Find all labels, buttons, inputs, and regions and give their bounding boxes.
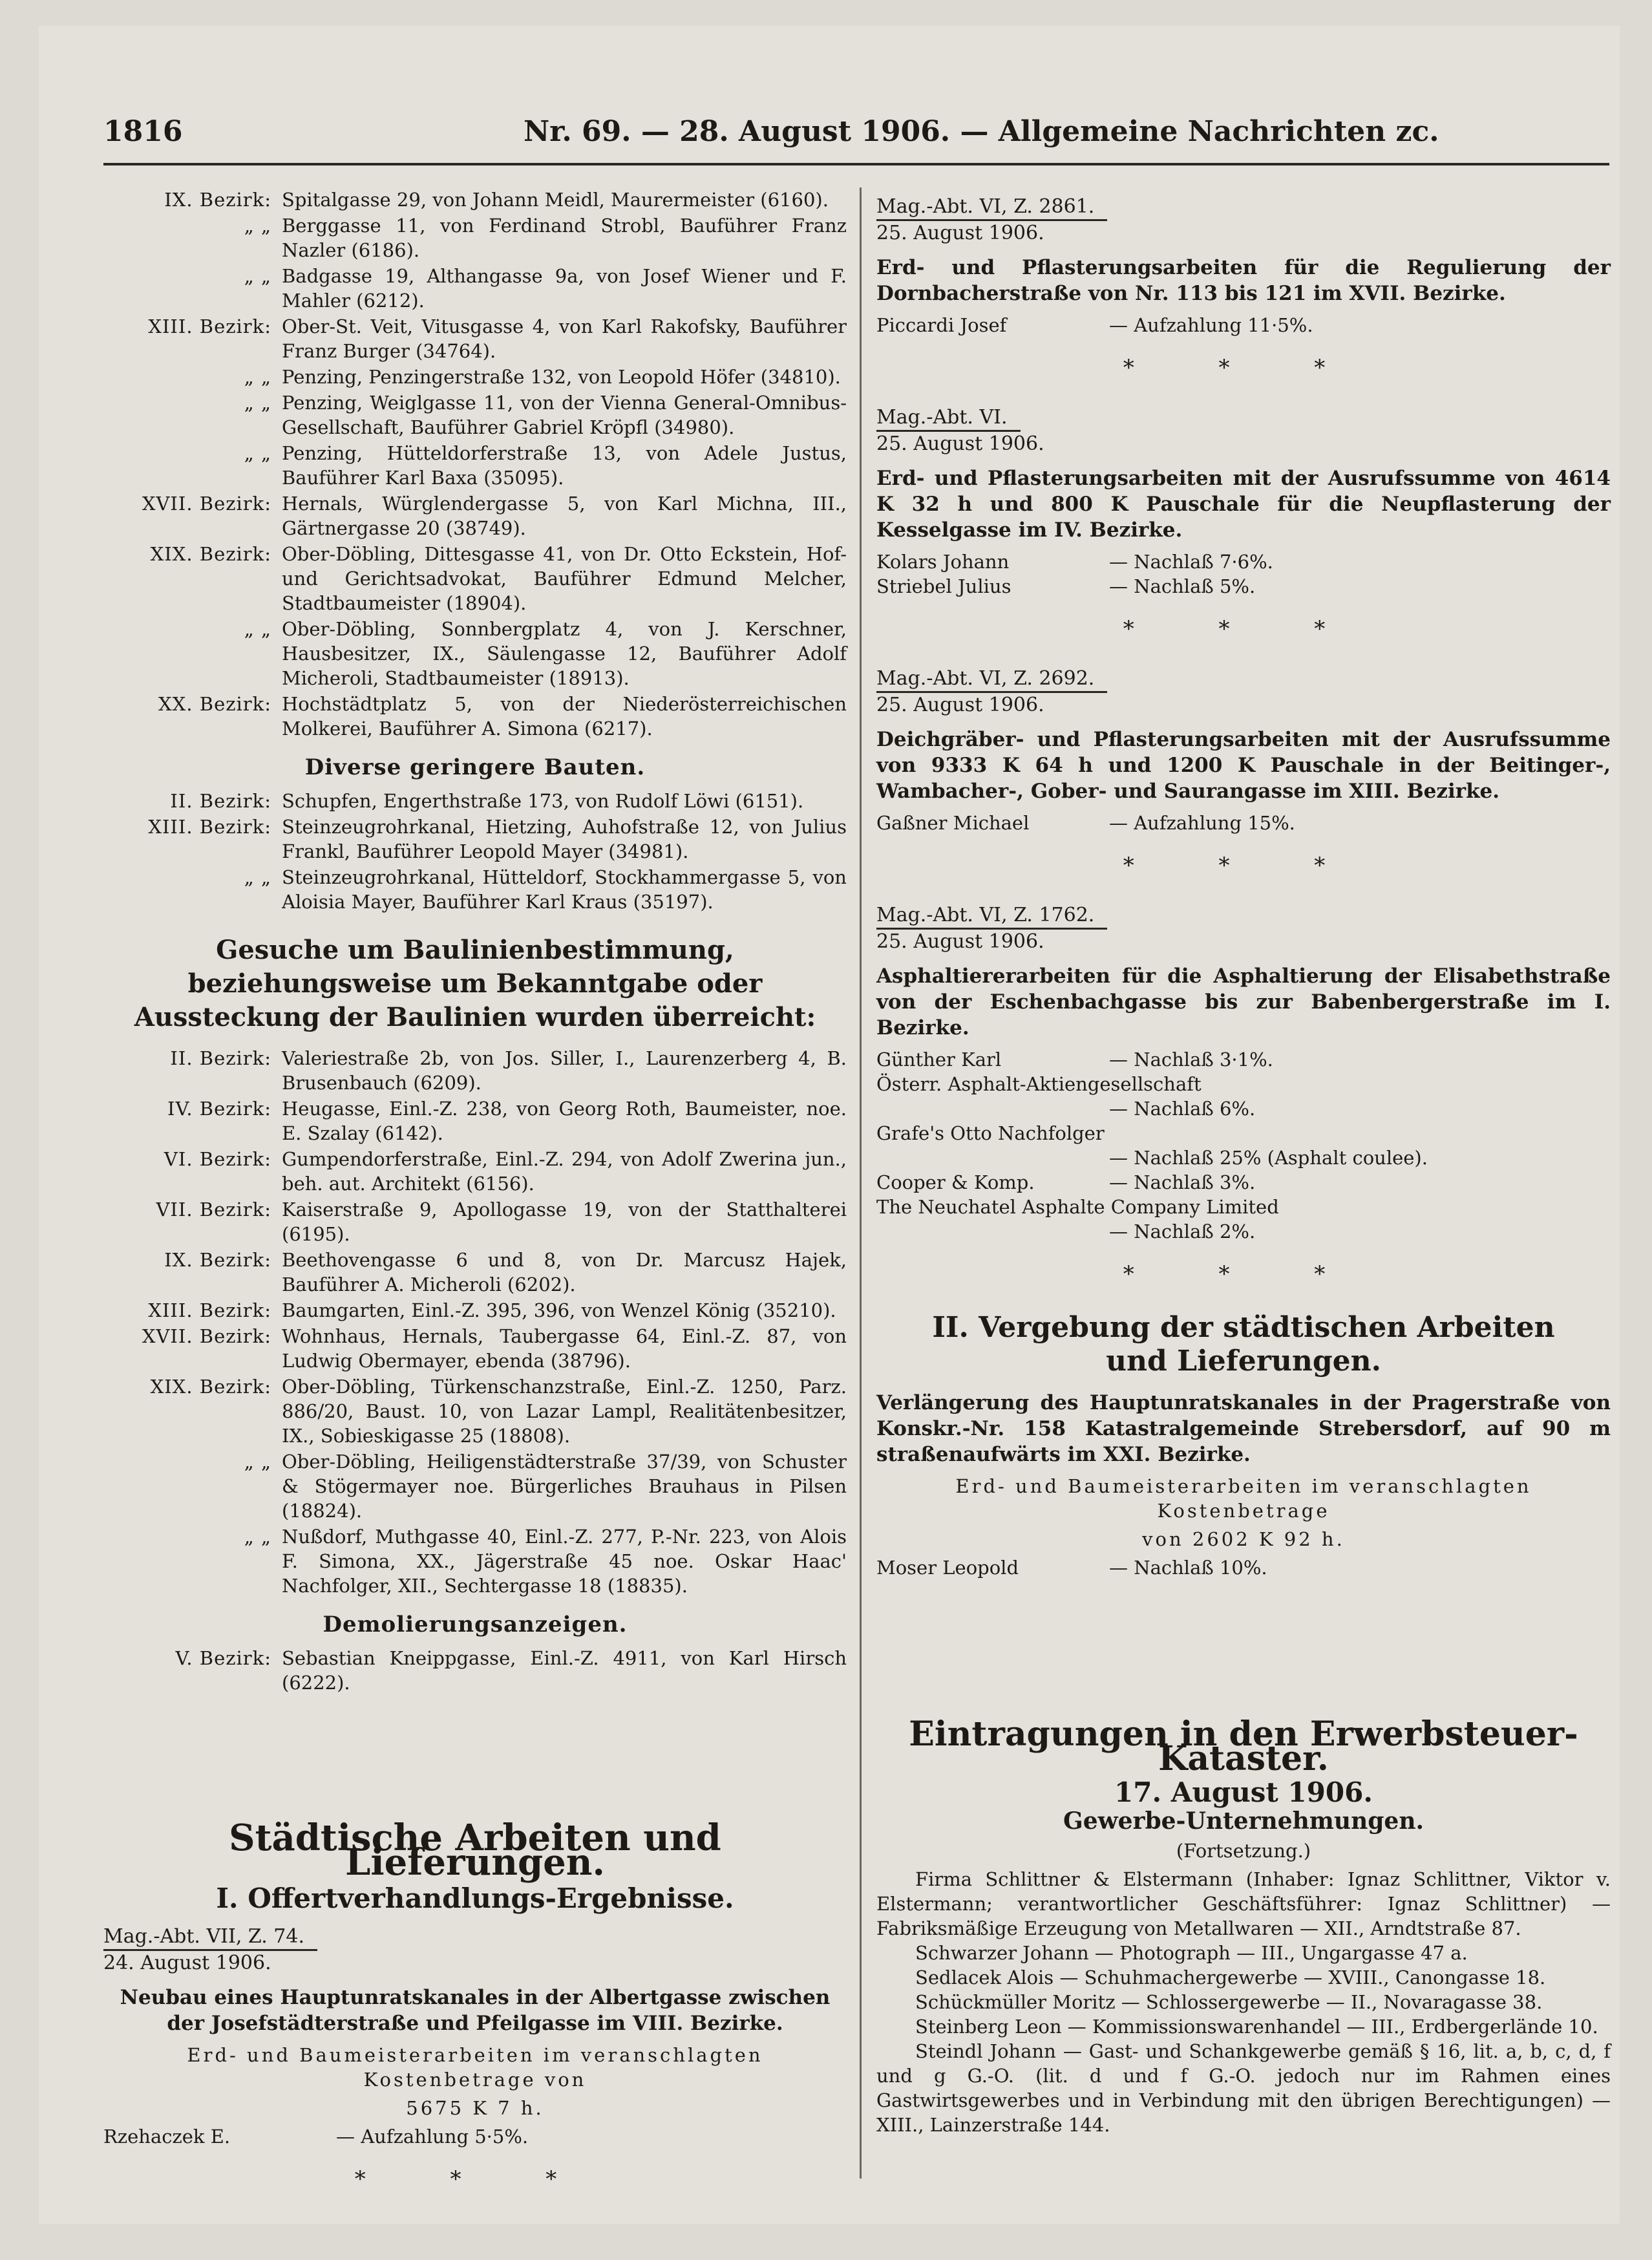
entry-row [103,1298,847,1323]
entry-row [103,1248,847,1297]
offer-date: 25. August 1906. [876,694,1044,716]
bidder-name [876,1219,1109,1244]
mag-reference: Mag.-Abt. VI, Z. 2692. [876,666,1107,693]
entry-text: Penzing, Penzingerstraße 132, von Leopold Höfer (34810). [282,366,841,388]
entry-row [103,1046,847,1095]
demolierung-list [103,1646,847,1695]
result-row [876,574,1611,599]
section-stars: * * * [354,2166,596,2192]
bidder-name: Rzehaczek E. [103,2126,231,2148]
bidder-name: Striebel Julius [876,575,1011,597]
bezirk-label: „ „ [244,366,271,388]
entry-text: Gumpendorferstraße, Einl.-Z. 294, von Adolf Zwerina jun., beh. aut. Architekt (6156). [282,1148,847,1195]
offer-job: Deichgräber- und Pflasterungsarbeiten mit der Ausrufssumme von 9333 K 64 h und 1200 K Pauschale in der Beitinger-, Wambacher-, Gober- und Saurangasse im XIII. Bezirke. [876,728,1611,803]
result-row [876,1555,1611,1580]
bid-result: — Nachlaß 6%. [1109,1098,1256,1120]
entry-row [103,1646,847,1695]
entry-row [103,441,847,490]
bezirk-label: „ „ [244,1451,271,1473]
entry-row [103,1096,847,1146]
section-stars: * * * [1123,853,1364,879]
bidder-name [876,1096,1109,1121]
entry-text: Nußdorf, Muthgasse 40, Einl.-Z. 277, P.-Nr. 223, von Alois F. Simona, XX., Jägerstraße 45 noe. Oskar Haac' Nachfolger, XII., Sechtergasse 18 (18835). [282,1526,847,1597]
bidder-name [876,1146,1109,1170]
result-row [876,1219,1611,1244]
bid-result: — Nachlaß 7·6%. [1109,551,1273,573]
column-divider [860,187,862,2179]
entry-text: Ober-Döbling, Sonnbergplatz 4, von J. Kerschner, Hausbesitzer, IX., Säulengasse 12, Bauführer Adolf Micheroli, Stadtbaumeister (18913). [282,618,847,689]
gewerbe-heading: Gewerbe-Unternehmungen. [1063,1807,1424,1835]
vergebung-work: Erd- und Baumeisterarbeiten im veranschlagten Kostenbetrage [955,1475,1532,1522]
bauten-list [103,187,847,741]
gewerbe-entry: Firma Schlittner & Elstermann (Inhaber: Ignaz Schlittner, Viktor v. Elstermann; verantwortlicher Geschäftsführer: Ignaz Schlittner) — Fabriksmäßige Erzeugung von Metallwaren — XII., Arndtstraße 87. [876,1868,1611,1939]
entry-text: Steinzeugrohrkanal, Hütteldorf, Stockhammergasse 5, von Aloisia Mayer, Bauführer Karl Kraus (35197). [282,866,847,913]
bezirk-label: XIX. Bezirk: [150,1376,271,1398]
offer-job: Erd- und Pflasterungsarbeiten für die Regulierung der Dornbacherstraße von Nr. 113 bis 121 im XVII. Bezirke. [876,256,1611,305]
entry-text: Ober-St. Veit, Vitusgasse 4, von Karl Rakofsky, Bauführer Franz Burger (34764). [282,315,847,362]
offert-heading: I. Offertverhandlungs-Ergebnisse. [216,1882,734,1914]
offer-date: 24. August 1906. [103,1952,271,1974]
result-row [876,549,1611,574]
fortsetzung-note: (Fortsetzung.) [1176,1840,1311,1862]
result-row [876,1195,1611,1219]
bidder-name: Moser Leopold [876,1557,1019,1579]
bezirk-label: IV. Bezirk: [167,1098,271,1120]
vergebung-job: Verlängerung des Hauptunratskanales in der Pragerstraße von Konskr.-Nr. 158 Katastralgemeinde Strebersdorf, auf 90 m straßenaufwärts im XXI. Bezirke. [876,1391,1611,1466]
vergebung-results [876,1555,1611,1580]
entry-row [103,1449,847,1523]
bezirk-label: „ „ [244,618,271,640]
vergebung-heading: II. Vergebung der städtischen Arbeiten und Lieferungen. [932,1311,1555,1378]
offer-results [876,811,1611,835]
bidder-name: Grafe's Otto Nachfolger [876,1122,1105,1144]
entry-text: Steinzeugrohrkanal, Hietzing, Auhofstraße 12, von Julius Frankl, Bauführer Leopold Mayer (34981). [282,816,847,862]
bidder-name: Kolars Johann [876,551,1010,573]
mag-reference: Mag.-Abt. VI, Z. 2861. [876,195,1107,221]
bid-result [1406,1072,1611,1096]
result-row [876,811,1611,835]
bezirk-label: XVII. Bezirk: [142,1325,271,1347]
entry-row [103,1324,847,1373]
entry-text: Penzing, Hütteldorferstraße 13, von Adele Justus, Bauführer Karl Baxa (35095). [282,442,847,489]
bid-result: — Nachlaß 2%. [1109,1221,1256,1242]
entry-text: Ober-Döbling, Heiligenstädterstraße 37/39, von Schuster & Stögermayer noe. Bürgerliches Brauhaus in Pilsen (18824). [282,1451,847,1522]
entry-text: Badgasse 19, Althangasse 9a, von Josef Wiener und F. Mahler (6212). [282,265,847,312]
offer-results [876,313,1611,337]
entry-text: Hernals, Würglendergasse 5, von Karl Michna, III., Gärtnergasse 20 (38749). [282,493,847,539]
bezirk-label: „ „ [244,866,271,888]
entry-text: Kaiserstraße 9, Apollogasse 19, von der Statthalterei (6195). [282,1199,847,1245]
gewerbe-entry: Sedlacek Alois — Schuhmachergewerbe — XVIII., Canongasse 18. [915,1967,1546,1988]
result-row [876,1047,1611,1072]
gewerbe-entry: Steindl Johann — Gast- und Schankgewerbe gemäß § 16, lit. a, b, c, d, f und g G.-O. (lit. d und f G.-O. jedoch nur im Rahmen eines Gastwirtsgewerbes und in Verbindung mit den übrigen Berechtigungen) — XIII., Lainzerstraße 144. [876,2040,1611,2136]
entry-row [103,491,847,540]
entry-row [103,1147,847,1196]
gewerbe-entry: Schückmüller Moritz — Schlossergewerbe — II., Novaragasse 38. [915,1991,1543,2013]
bid-result [1445,1195,1611,1219]
bezirk-label: VI. Bezirk: [164,1148,271,1170]
result-row [103,2124,847,2149]
entry-row [103,789,847,813]
result-row [876,1146,1611,1170]
bid-result: — Nachlaß 5%. [1109,575,1256,597]
offer-results [103,2124,847,2149]
offer-work: Erd- und Baumeisterarbeiten im veranschlagten Kostenbetrage von [187,2044,763,2091]
entry-text: Valeriestraße 2b, von Jos. Siller, I., Laurenzerberg 4, B. Brusenbauch (6209). [282,1047,847,1094]
entry-row [103,390,847,440]
gewerbe-list [876,1867,1611,2137]
offer-job: Neubau eines Hauptunratskanales in der Albertgasse zwischen der Josefstädterstraße und Pfeilgasse im VIII. Bezirke. [120,1986,831,2035]
entry-text: Baumgarten, Einl.-Z. 395, 396, von Wenzel König (35210). [282,1299,836,1321]
result-row [876,1072,1611,1096]
gesuche-heading: Gesuche um Baulinienbestimmung, beziehungsweise um Bekanntgabe oder Aussteckung der Baulinien wurden überreicht: [134,935,816,1032]
bidder-name: Gaßner Michael [876,812,1030,834]
bid-result: — Nachlaß 25% (Asphalt coulee). [1109,1147,1428,1169]
bezirk-label: XIX. Bezirk: [150,543,271,565]
entry-row [103,213,847,262]
mag-reference: Mag.-Abt. VI. [876,405,1021,432]
entry-row [103,264,847,313]
entry-row [103,187,847,212]
bid-result: — Aufzahlung 5·5%. [336,2126,529,2148]
entry-row [103,314,847,363]
bid-result: — Aufzahlung 11·5%. [1109,314,1313,336]
offer-results [876,549,1611,599]
diverse-heading: Diverse geringere Bauten. [304,754,646,780]
gewerbe-entry: Schwarzer Johann — Photograph — III., Ungargasse 47 a. [915,1942,1468,1964]
offer-results [876,1047,1611,1244]
bezirk-label: „ „ [244,265,271,287]
bidder-name: The Neuchatel Asphalte Company Limited [876,1196,1279,1218]
bid-result [1109,1121,1611,1146]
entry-row [103,1374,847,1448]
page-header [103,115,1493,160]
bezirk-label: II. Bezirk: [170,790,271,812]
entry-text: Penzing, Weiglgasse 11, von der Vienna General-Omnibus-Gesellschaft, Bauführer Gabriel Kröpfl (34980). [282,392,847,438]
offer-date: 25. August 1906. [876,432,1044,455]
section-stars: * * * [1123,1261,1364,1287]
entry-row [103,1524,847,1598]
offer-block [103,1924,847,2149]
section-stars: * * * [1123,355,1364,381]
mag-reference: Mag.-Abt. VII, Z. 74. [103,1924,317,1951]
offer-block [876,902,1611,1244]
offers-list [876,194,1611,1286]
result-row [876,1170,1611,1195]
bid-result: — Nachlaß 3·1%. [1109,1049,1273,1071]
page-number: 1816 [103,115,183,148]
bezirk-label: II. Bezirk: [170,1047,271,1069]
offer-job: Asphaltiererarbeiten für die Asphaltierung der Elisabethstraße von der Eschenbachgasse bis zur Babenbergerstraße im I. Bezirke. [876,965,1611,1039]
eintragungen-date: 17. August 1906. [1114,1776,1373,1808]
bezirk-label: V. Bezirk: [175,1647,271,1669]
entry-text: Beethovengasse 6 und 8, von Dr. Marcusz Hajek, Bauführer A. Micheroli (6202). [282,1249,847,1295]
bidder-name: Österr. Asphalt-Aktiengesellschaft [876,1073,1202,1095]
mag-reference: Mag.-Abt. VI, Z. 1762. [876,903,1107,930]
gewerbe-entry: Steinberg Leon — Kommissionswarenhandel — III., Erdbergerlände 10. [915,2016,1598,2038]
bezirk-label: „ „ [244,392,271,414]
bezirk-label: IX. Bezirk: [164,1249,271,1271]
bezirk-label: XVII. Bezirk: [142,493,271,515]
bezirk-label: IX. Bezirk: [164,189,271,211]
bidder-name: Piccardi Josef [876,314,1007,336]
entry-row [103,692,847,741]
result-row [876,313,1611,337]
entry-row [103,365,847,389]
entry-text: Hochstädtplatz 5, von der Niederösterreichischen Molkerei, Bauführer A. Simona (6217). [282,693,847,740]
bid-result: — Nachlaß 3%. [1109,1171,1256,1193]
entry-row [103,1197,847,1246]
entry-text: Sebastian Kneippgasse, Einl.-Z. 4911, von Karl Hirsch (6222). [282,1647,847,1694]
entry-text: Ober-Döbling, Dittesgasse 41, von Dr. Otto Eckstein, Hof- und Gerichtsadvokat, Bauführer Edmund Melcher, Stadtbaumeister (18904). [282,543,847,614]
offer-block [876,194,1611,337]
diverse-list [103,789,847,914]
entry-text: Ober-Döbling, Türkenschanzstraße, Einl.-Z. 1250, Parz. 886/20, Baust. 10, von Lazar Lampl, Realitätenbesitzer, IX., Sobieskigasse 25 (18808). [282,1376,847,1447]
offer-job: Erd- und Pflasterungsarbeiten mit der Ausrufssumme von 4614 K 32 h und 800 K Pauschale für die Neupflasterung der Kesselgasse im IV. Bezirke. [876,467,1611,542]
bezirk-label: „ „ [244,215,271,237]
vergebung-amount: von 2602 K 92 h. [1142,1528,1345,1550]
result-row [876,1096,1611,1121]
bezirk-label: XIII. Bezirk: [148,1299,271,1321]
entry-row [103,542,847,615]
header-rule [103,163,1609,165]
demolierung-heading: Demolierungsanzeigen. [323,1612,628,1637]
page-title: Nr. 69. — 28. August 1906. — Allgemeine Nachrichten zc. [524,115,1439,148]
offer-date: 25. August 1906. [876,930,1044,953]
result-row [876,1121,1611,1146]
entry-row [103,617,847,690]
offer-amount: 5675 K 7 h. [406,2097,544,2119]
bid-result: — Nachlaß 10%. [1109,1557,1267,1579]
offer-block [876,405,1611,599]
entry-text: Wohnhaus, Hernals, Taubergasse 64, Einl.-Z. 87, von Ludwig Obermayer, ebenda (38796). [282,1325,847,1372]
bezirk-label: XIII. Bezirk: [148,315,271,337]
entry-text: Spitalgasse 29, von Johann Meidl, Maurermeister (6160). [282,189,829,211]
section-stars: * * * [1123,616,1364,642]
entry-text: Heugasse, Einl.-Z. 238, von Georg Roth, Baumeister, noe. E. Szalay (6142). [282,1098,847,1144]
bezirk-label: „ „ [244,442,271,464]
entry-text: Berggasse 11, von Ferdinand Strobl, Bauführer Franz Nazler (6186). [282,215,847,261]
entry-text: Schupfen, Engerthstraße 173, von Rudolf Löwi (6151). [282,790,804,812]
bezirk-label: XIII. Bezirk: [148,816,271,838]
entry-row [103,815,847,864]
offer-date: 25. August 1906. [876,222,1044,244]
bezirk-label: XX. Bezirk: [158,693,271,715]
eintragungen-heading: Eintragungen in den Erwerbsteuer-Kataster. [909,1714,1578,1778]
offer-block [876,666,1611,835]
bidder-name: Günther Karl [876,1049,1002,1071]
bezirk-label: VII. Bezirk: [156,1199,271,1221]
staedtische-heading: Städtische Arbeiten und Lieferungen. [229,1817,721,1884]
right-column [876,194,1611,2137]
left-column [103,187,847,2216]
bidder-name: Cooper & Komp. [876,1171,1035,1193]
bezirk-label: „ „ [244,1526,271,1548]
bid-result: — Aufzahlung 15%. [1109,812,1295,834]
gesuche-list [103,1046,847,1598]
entry-row [103,865,847,914]
